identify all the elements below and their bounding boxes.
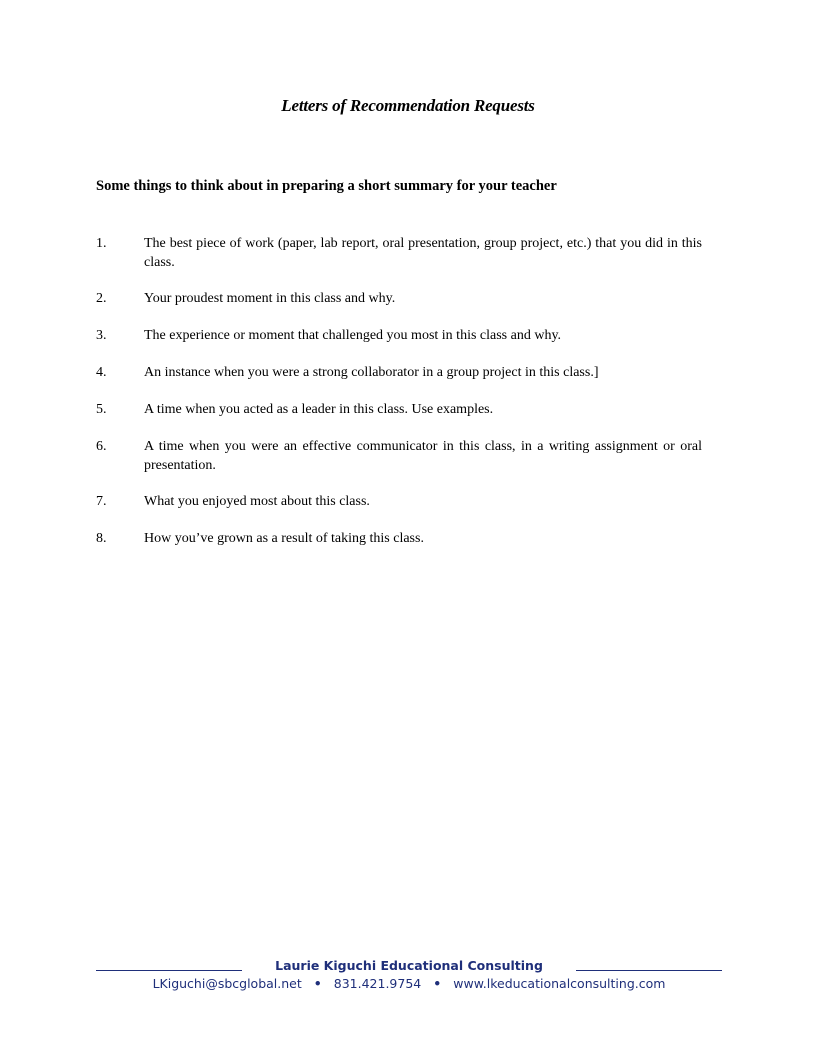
list-item [96, 529, 702, 548]
item-number: 3. [96, 328, 107, 343]
footer-phone: 831.421.9754 [333, 976, 422, 991]
item-text: The experience or moment that challenged you most in this class and why. [144, 328, 562, 343]
document-title: Letters of Recommendation Requests [281, 96, 535, 115]
list-item [96, 234, 702, 272]
item-number: 7. [96, 494, 107, 509]
item-text: Your proudest moment in this class and why. [144, 291, 396, 306]
footer-company-name: Laurie Kiguchi Educational Consulting [275, 958, 543, 973]
list-item [96, 326, 702, 345]
item-number: 6. [96, 439, 107, 454]
item-number: 4. [96, 365, 107, 380]
document-subtitle: Some things to think about in preparing a short summary for your teacher [96, 178, 557, 194]
page-footer [96, 958, 722, 991]
footer-rule-right [576, 970, 722, 971]
list-item [96, 363, 702, 382]
footer-website: www.lkeducationalconsulting.com [453, 976, 666, 991]
item-text: What you enjoyed most about this class. [144, 494, 370, 509]
list-item [96, 492, 702, 511]
bullet-separator-icon: • [433, 976, 442, 991]
item-text: An instance when you were a strong collaborator in a group project in this class.] [144, 365, 599, 380]
footer-header-row [96, 958, 722, 973]
footer-contact-line [96, 976, 722, 991]
item-text: A time when you acted as a leader in this class. Use examples. [144, 402, 494, 417]
item-number: 5. [96, 402, 107, 417]
bullet-separator-icon: • [313, 976, 322, 991]
item-number: 2. [96, 291, 107, 306]
item-number: 1. [96, 236, 107, 251]
list-item [96, 400, 702, 419]
footer-rule-left [96, 970, 242, 971]
item-text: How you’ve grown as a result of taking this class. [144, 531, 424, 546]
question-list [96, 234, 702, 548]
item-text: The best piece of work (paper, lab report, oral presentation, group project, etc.) that you did in this class. [144, 236, 702, 270]
item-number: 8. [96, 531, 107, 546]
list-item [96, 437, 702, 475]
list-item [96, 289, 702, 308]
footer-email: LKiguchi@sbcglobal.net [152, 976, 302, 991]
item-text: A time when you were an effective communicator in this class, in a writing assignment or oral presentation. [144, 439, 702, 473]
